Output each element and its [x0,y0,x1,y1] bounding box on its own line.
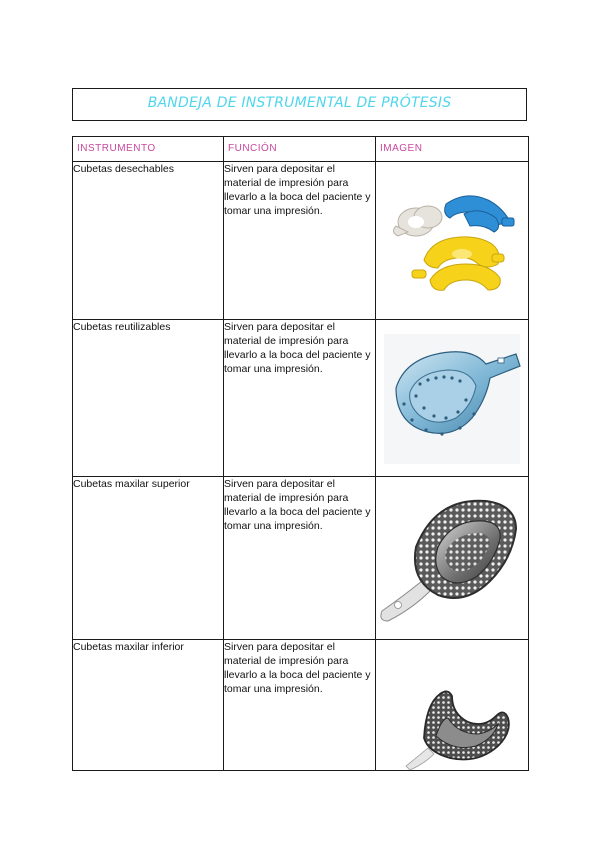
instrument-name: Cubetas maxilar inferior [73,640,224,771]
instrument-function: Sirven para depositar el material de impresión para llevarlo a la boca del paciente y tomar una impresión. [224,320,376,477]
upper-tray-icon [376,477,528,639]
title-box [72,88,527,121]
instrument-function: Sirven para depositar el material de impresión para llevarlo a la boca del paciente y tomar una impresión. [224,477,376,640]
header-imagen: IMAGEN [376,137,529,162]
header-funcion: FUNCIÓN [224,137,376,162]
page-title: BANDEJA DE INSTRUMENTAL DE PRÓTESIS [147,95,452,111]
instrument-function: Sirven para depositar el material de impresión para llevarlo a la boca del paciente y tomar una impresión. [224,640,376,771]
instrument-image-cell [376,162,529,320]
instrument-table [72,136,529,771]
instrument-image-cell [376,640,529,771]
instrument-name: Cubetas maxilar superior [73,477,224,640]
header-instrumento: INSTRUMENTO [73,137,224,162]
instrument-image-cell [376,477,529,640]
table-row [73,640,529,771]
reusable-tray-icon [376,320,528,476]
disposable-trays-icon [376,162,528,319]
instrument-image-cell [376,320,529,477]
table-row [73,162,529,320]
instrument-name: Cubetas desechables [73,162,224,320]
lower-tray-icon [376,640,528,770]
table-header-row [73,137,529,162]
instrument-function: Sirven para depositar el material de impresión para llevarlo a la boca del paciente y tomar una impresión. [224,162,376,320]
table-row [73,320,529,477]
instrument-name: Cubetas reutilizables [73,320,224,477]
table-row [73,477,529,640]
